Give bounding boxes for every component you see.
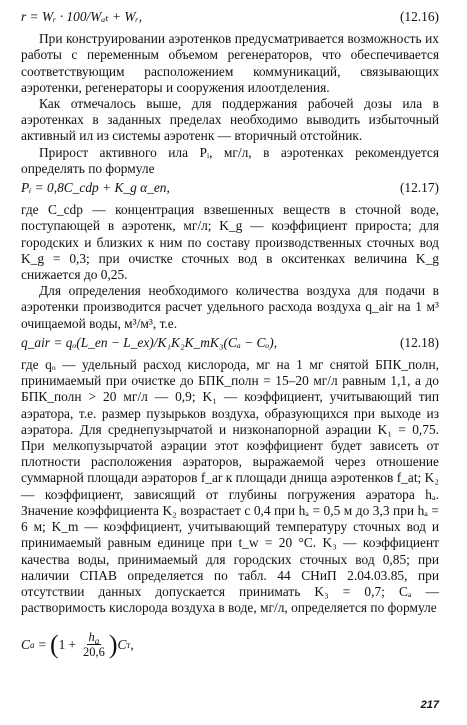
equation-12-16-number: (12.16) [399, 9, 439, 24]
equation-12-17-formula: Pᵢ = 0,8C_cdp + K_g α_en, [21, 180, 170, 196]
equation-12-16-formula: r = Wᵣ · 100/Wₐₜ + Wᵣ, [21, 9, 143, 24]
eq-ca-den: 20,6 [82, 645, 105, 660]
eq-ca-rhs: C [117, 636, 127, 652]
paragraph-6: где qₒ — удельный расход кислорода, мг на 1 мг снятой БПК_полн, принимаемый при очистке до БПК_полн = 15–20 мг/л равным 1,1, а до БПК_полн > 20 мг/л — 0,9; K₁ — коэффициент, учитывающий тип аэратора, т.е. размер пузырьков воздуха, образующихся при выходе из аэратора. Для среднепузырчатой и низконапорной аэрации K₁ = 0,75. При мелкопузырчатой аэрации этот коэффициент будет зависеть от плотности расположения аэраторов, выражаемой через отношение суммарной площади аэраторов f_ar к площади днища аэротенков f_at; K₂ — коэффициент, зависящий от глубины погружения аэратора hₐ. Значение коэффициента K₂ возрастает с 0,4 при hₐ = 0,5 м до 3,3 при hₐ = 6 м; K_m — коэффициент, учитывающий температуру сточных вод и принимаемый равным единице при t_w = 20 °С. K₃ — коэффициент качества воды, принимаемый для городских сточных вод 0,85; при наличии СПАВ определяется по табл. 44 СНиП 2.04.03.85, при отсутствии данных допускается принимать K₃ = 0,7; Cₐ — растворимость кислорода воздуха в воде, мг/л, определяется по формуле [21, 357, 439, 616]
equation-12-18-number: (12.18) [399, 334, 439, 350]
paragraph-1: При конструировании аэротенков предусматривается возможность их работы с переменным объемом регенераторов, что обеспечивается соответствующим расположением коммуникаций, связывающих аэротенки, регенераторы и сооружения илоотделения. [21, 31, 439, 95]
paragraph-2: Как отмечалось выше, для поддержания рабочей дозы ила в аэротенках в заданных пределах необходимо выводить избыточный активный ил из системы аэротенк — вторичный отстойник. [21, 96, 439, 144]
equation-ca: C a = ( 1 + $\frac{h_a}{20,6}$ ) C т , [21, 629, 134, 660]
eq-ca-num: h [88, 630, 95, 645]
eq-ca-fraction [81, 630, 107, 659]
equation-12-18-formula: q_air = qₒ(L_en − L_ex)/K₁K₂K_mK₃(Cₐ − Cₒ), [21, 334, 278, 350]
equation-12-17-number: (12.17) [399, 180, 439, 196]
paragraph-5: Для определения необходимого количества воздуха для подачи в аэротенки производится расчет удельного расхода воздуха q_air на 1 м³ очищаемой воды, м³/м³, т.е. [21, 283, 439, 331]
eq-ca-tail: , [130, 636, 134, 652]
eq-ca-num-sub: a [94, 636, 100, 647]
eq-ca-one: 1 [58, 636, 66, 652]
equation-12-17 [21, 180, 439, 196]
page-content [21, 6, 439, 659]
paragraph-3: Прирост активного ила Pᵢ, мг/л, в аэротенках рекомендуется определять по формуле [21, 144, 439, 176]
equation-12-16 [21, 9, 439, 25]
eq-ca-lhs: C [21, 636, 30, 652]
paragraph-4: где C_cdp — концентрация взвешенных веществ в сточной воде, поступающей в аэротенк, мг/л; K_g — коэффициент прироста; для городских и близких к ним по составу производственных сточных вод K_g = 0,3; при очистке сточных вод в окситенках величина K_g снижается до 0,25. [21, 202, 439, 283]
page-number: 217 [420, 698, 439, 711]
equation-12-18 [21, 335, 439, 351]
eq-ca-plus: + [68, 636, 76, 652]
